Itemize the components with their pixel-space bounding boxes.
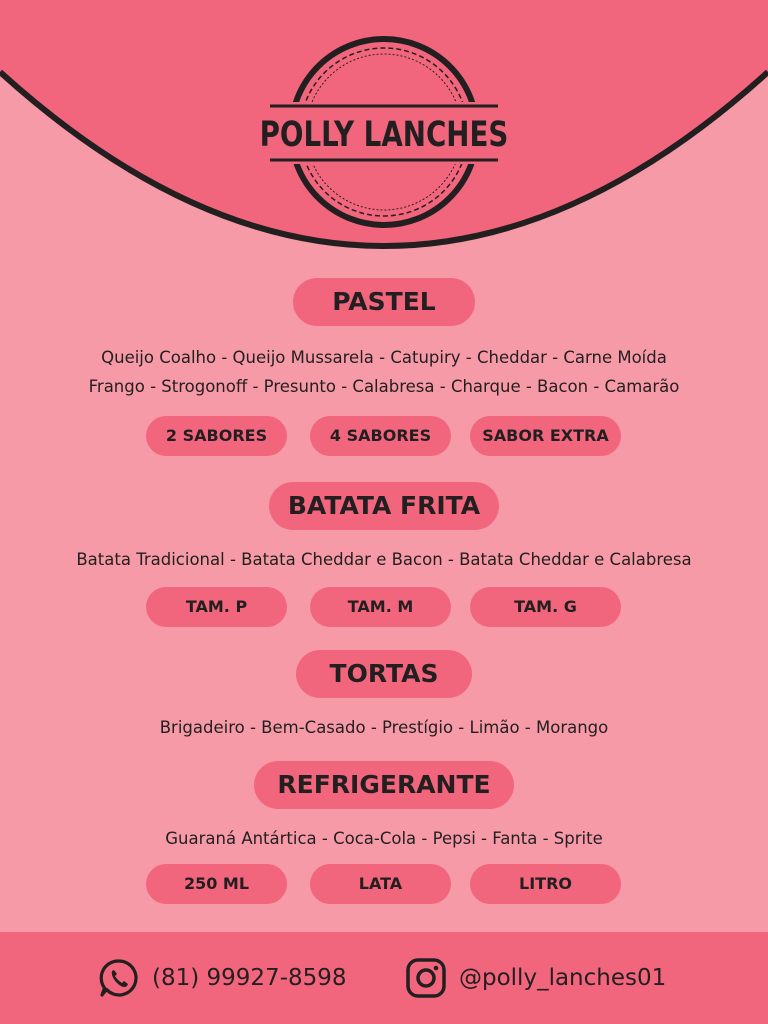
section-title-tortas: TORTAS — [296, 650, 472, 698]
option-2-sabores: 2 SABORES — [146, 416, 287, 456]
option-250-ml: 250 ML — [146, 864, 287, 904]
contact-phone[interactable] — [98, 932, 347, 1024]
option-tam-p: TAM. P — [146, 587, 287, 627]
items-batata-frita: Batata Tradicional - Batata Cheddar e Bacon - Batata Cheddar e Calabresa — [76, 550, 692, 569]
items-refrigerante: Guaraná Antártica - Coca-Cola - Pepsi - Fanta - Sprite — [165, 829, 603, 848]
instagram-icon — [405, 957, 447, 999]
footer — [0, 932, 768, 1024]
option-tam-m: TAM. M — [310, 587, 451, 627]
option-4-sabores: 4 SABORES — [310, 416, 451, 456]
option-tam-g: TAM. G — [470, 587, 621, 627]
items-pastel-line-1: Queijo Coalho - Queijo Mussarela - Catupiry - Cheddar - Carne Moída — [101, 348, 667, 367]
option-sabor-extra: SABOR EXTRA — [470, 416, 621, 456]
option-litro: LITRO — [470, 864, 621, 904]
contact-instagram[interactable] — [405, 932, 666, 1024]
section-title-pastel: PASTEL — [293, 278, 475, 326]
items-tortas: Brigadeiro - Bem-Casado - Prestígio - Limão - Morango — [159, 718, 609, 737]
section-title-batata-frita: BATATA FRITA — [269, 482, 499, 530]
brand-name: POLLY LANCHES — [259, 115, 509, 155]
section-title-refrigerante: REFRIGERANTE — [254, 761, 514, 809]
items-pastel-line-2: Frango - Strogonoff - Presunto - Calabresa - Charque - Bacon - Camarão — [88, 377, 680, 396]
option-lata: LATA — [310, 864, 451, 904]
phone-number: (81) 99927-8598 — [152, 965, 347, 991]
whatsapp-icon — [98, 957, 140, 999]
instagram-handle: @polly_lanches01 — [459, 965, 667, 991]
